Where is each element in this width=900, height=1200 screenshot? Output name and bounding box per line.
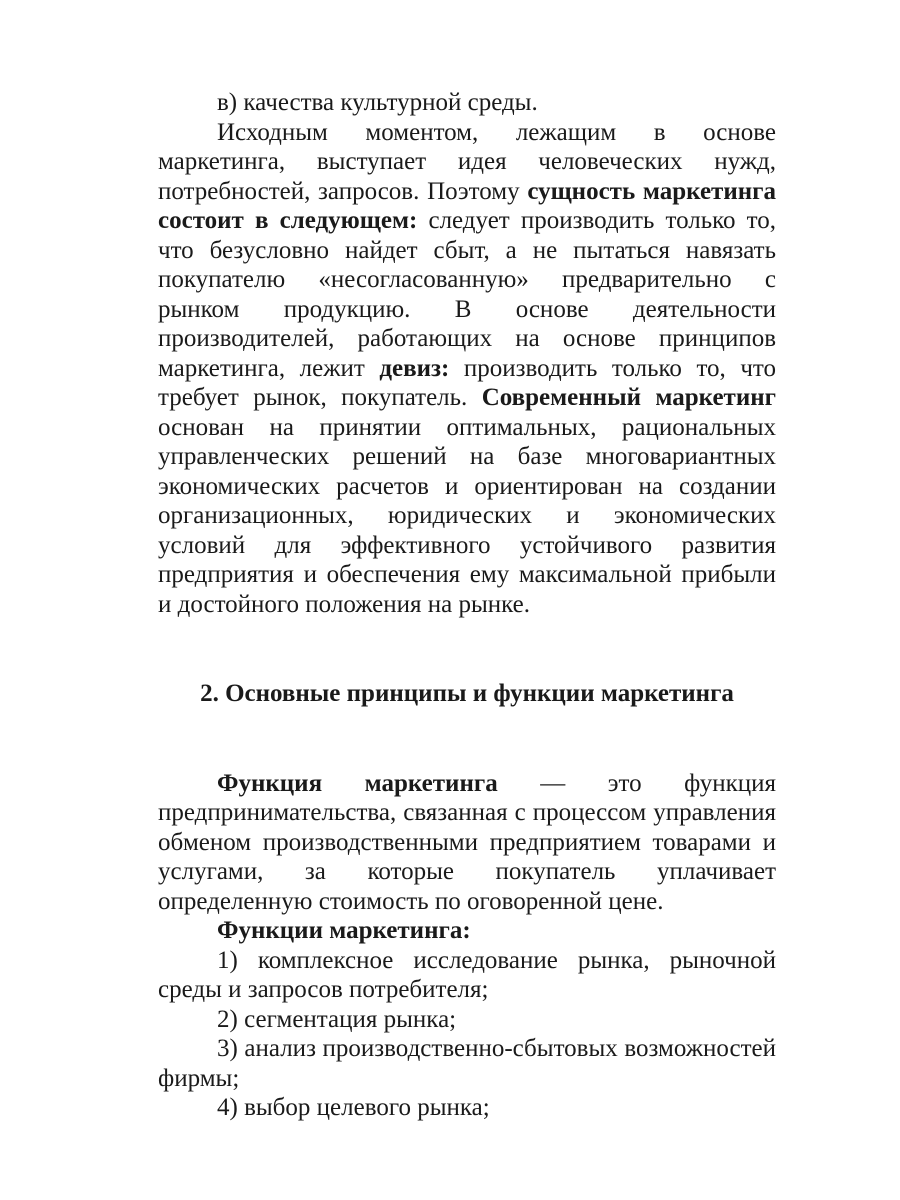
functions-title-text: Функции маркетинга: bbox=[217, 917, 471, 944]
p1-bold-motto: девиз: bbox=[379, 354, 450, 382]
p2-text: — это функция предпринимательства, связанная с процессом управления обменом производственными предприятием товарами и услугами, за которые покупатель уплачивает определенную стоимость по оговоренной цене. bbox=[158, 769, 776, 915]
p1-text-c: следует производить только то, что безусловно найдет сбыт, а не пытаться навязать покупателю «несогласованную» предварительно с рынком продукцию. В основе деятельности производителей, работающих на основе принципов маркетинга, лежит bbox=[158, 207, 776, 382]
list-item: 4) выбор целевого рынка; bbox=[217, 1094, 490, 1121]
p2-bold-term: Функция маркетинга bbox=[217, 769, 498, 797]
p1-text-a: Исходным моментом, лежащим в основе маркетинга, выступает идея человеческих нужд, потребностей, запросов. Поэтому bbox=[158, 118, 776, 205]
paragraph-marketing-essence bbox=[158, 118, 776, 620]
p1-bold-essence: сущность маркетинга состоит в следующем: bbox=[158, 177, 776, 234]
intro-line: в) качества культурной среды. bbox=[217, 89, 538, 116]
section-heading: 2. Основные принципы и функции маркетинга bbox=[200, 680, 734, 707]
list-item: 3) анализ производственно-сбытовых возможностей фирмы; bbox=[158, 1035, 776, 1092]
functions-title bbox=[158, 916, 776, 946]
p1-text-e: основан на принятии оптимальных, рациональных управленческих решений на базе многовариантных экономических расчетов и ориентирован на создании организационных, юридических и экономических условий для эффективного устойчивого развития предприятия и обеспечения ему максимальной прибыли и достойного положения на рынке. bbox=[158, 413, 776, 618]
paragraph-function-definition bbox=[158, 769, 776, 917]
text-column bbox=[158, 88, 776, 1123]
p1-text-d: производить только то, что требует рынок, покупатель. bbox=[158, 354, 776, 411]
list-item: 1) комплексное исследование рынка, рыночной среды и запросов потребителя; bbox=[158, 946, 776, 1003]
list-item: 2) сегментация рынка; bbox=[217, 1005, 457, 1033]
p1-bold-modern-marketing: Современный маркетинг bbox=[481, 384, 776, 411]
